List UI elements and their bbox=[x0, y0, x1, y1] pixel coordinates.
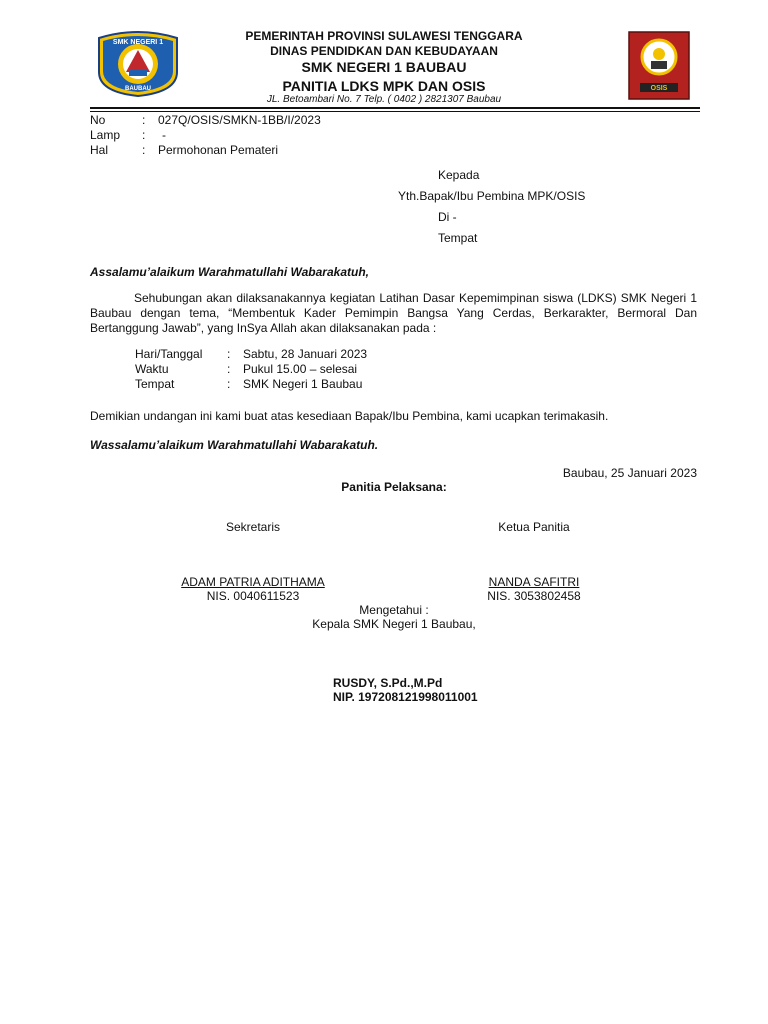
letterhead-line-2: DINAS PENDIDKAN DAN KEBUDAYAAN bbox=[270, 44, 498, 58]
detail-place-label: Tempat bbox=[135, 377, 175, 391]
approval-name: RUSDY, S.Pd.,M.Pd bbox=[333, 676, 443, 690]
detail-place-sep: : bbox=[227, 377, 231, 391]
meta-lamp-value: - bbox=[162, 128, 166, 142]
letterhead-school-name: SMK NEGERI 1 BAUBAU bbox=[301, 59, 467, 75]
meta-hal-value: Permohonan Pemateri bbox=[158, 143, 279, 157]
detail-time-label: Waktu bbox=[135, 362, 169, 376]
osis-logo-text: OSIS bbox=[650, 85, 668, 92]
approval-id: NIP. 197208121998011001 bbox=[333, 690, 478, 704]
meta-lamp-sep: : bbox=[142, 128, 146, 142]
school-logo-text-bottom: BAUBAU bbox=[125, 86, 151, 92]
meta-no-label: No bbox=[90, 113, 106, 127]
detail-time-value: Pukul 15.00 – selesai bbox=[243, 362, 358, 376]
recipient-name: Yth.Bapak/Ibu Pembina MPK/OSIS bbox=[398, 189, 586, 203]
body-paragraph bbox=[90, 291, 697, 336]
school-logo-text-top: SMK NEGERI 1 bbox=[112, 39, 164, 46]
meta-hal-label: Hal bbox=[90, 143, 109, 157]
detail-date-label: Hari/Tanggal bbox=[135, 347, 203, 361]
signer-left-role: Sekretaris bbox=[225, 520, 281, 534]
letter-date: Baubau, 25 Januari 2023 bbox=[562, 466, 697, 480]
greeting: Assalamu’alaikum Warahmatullahi Wabarakatuh, bbox=[90, 265, 369, 279]
meta-hal-sep: : bbox=[142, 143, 146, 157]
detail-place-value: SMK Negeri 1 Baubau bbox=[243, 377, 363, 391]
signer-left-name: ADAM PATRIA ADITHAMA bbox=[181, 575, 325, 589]
signer-left-id: NIS. 0040611523 bbox=[206, 589, 300, 603]
recipient-di: Di - bbox=[438, 210, 457, 224]
signer-right-name: NANDA SAFITRI bbox=[488, 575, 580, 589]
letterhead-rule-thick bbox=[90, 107, 700, 109]
signer-right-id: NIS. 3053802458 bbox=[487, 589, 581, 603]
meta-no-value: 027Q/OSIS/SMKN-1BB/I/2023 bbox=[158, 113, 321, 127]
approval-label: Mengetahui : bbox=[359, 603, 429, 617]
letterhead-rule-thin bbox=[90, 111, 700, 112]
body-text: Sehubungan akan dilaksanakannya kegiatan Latihan Dasar Kepemimpinan siswa (LDKS) SMK Negeri 1 Baubau dengan tema, “Membentuk Kader Pemimpin Bangsa Yang Cerdas, Berkarakter, Bermoral Dan Bertanggung Jawab”, yang InSya Allah akan dilaksanakan pada : bbox=[90, 291, 697, 335]
detail-time-sep: : bbox=[227, 362, 231, 376]
approval-role: Kepala SMK Negeri 1 Baubau, bbox=[312, 617, 476, 631]
letterhead-address: JL. Betoambari No. 7 Telp. ( 0402 ) 2821307 Baubau bbox=[266, 94, 502, 105]
farewell: Wassalamu’alaikum Warahmatullahi Wabarakatuh. bbox=[90, 438, 379, 452]
detail-date-value: Sabtu, 28 Januari 2023 bbox=[243, 347, 368, 361]
signer-right-role: Ketua Panitia bbox=[498, 520, 570, 534]
recipient-kepada: Kepada bbox=[438, 168, 480, 182]
meta-lamp-label: Lamp bbox=[90, 128, 121, 142]
meta-no-sep: : bbox=[142, 113, 146, 127]
recipient-place: Tempat bbox=[438, 231, 478, 245]
closing-text: Demikian undangan ini kami buat atas kesediaan Bapak/Ibu Pembina, kami ucapkan terimakasih. bbox=[90, 409, 609, 423]
detail-date-sep: : bbox=[227, 347, 231, 361]
letterhead-committee: PANITIA LDKS MPK DAN OSIS bbox=[282, 78, 486, 94]
letterhead-line-1: PEMERINTAH PROVINSI SULAWESI TENGGARA bbox=[245, 29, 523, 43]
committee-label: Panitia Pelaksana: bbox=[341, 480, 447, 494]
